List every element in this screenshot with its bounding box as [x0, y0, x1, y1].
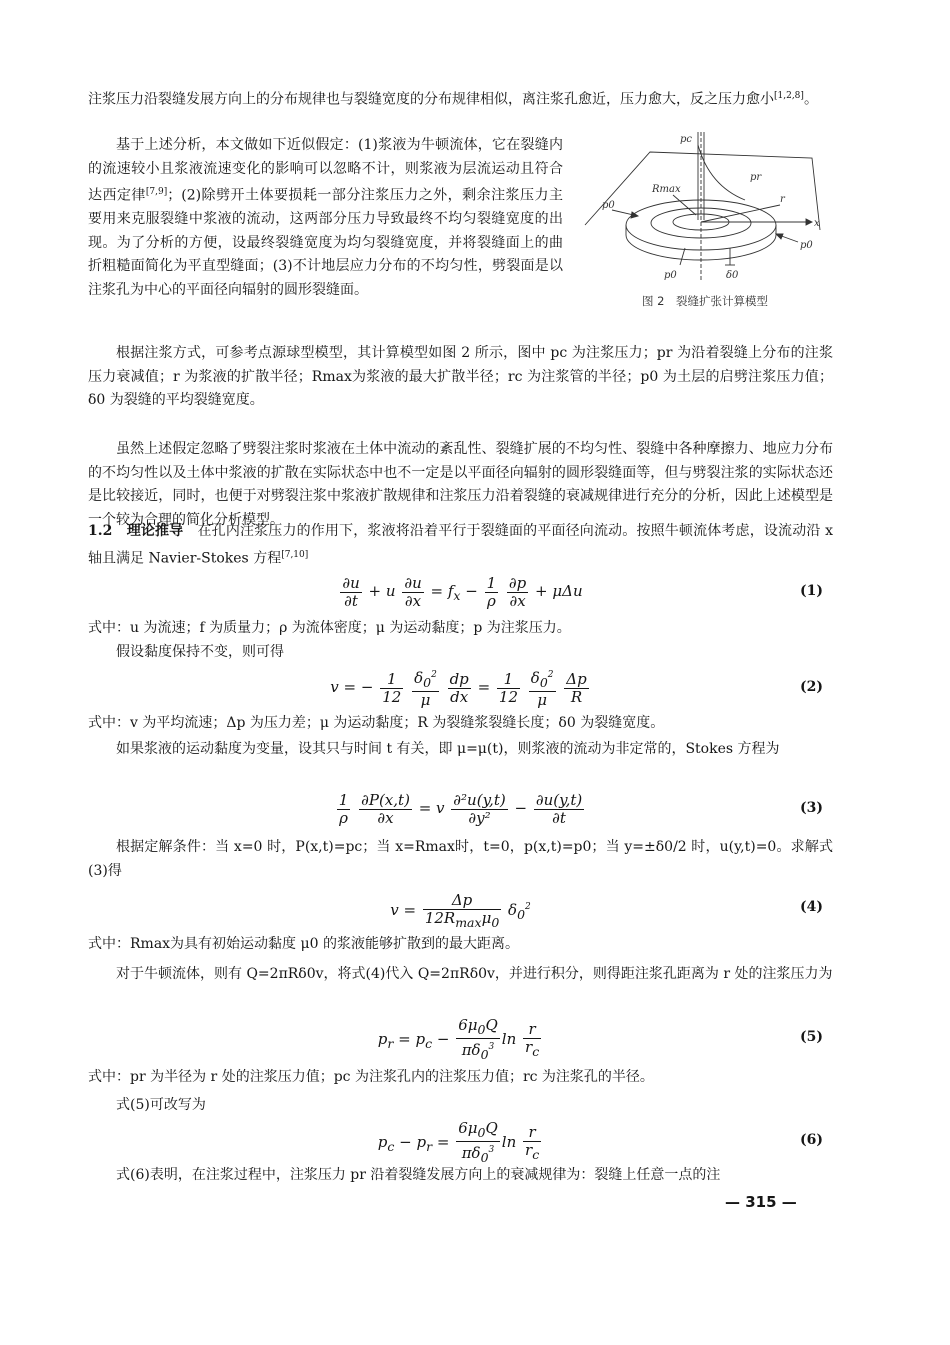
- equation-number: (1): [800, 583, 823, 599]
- citation: [7,10]: [281, 549, 309, 560]
- page-number: — 315 —: [725, 1193, 797, 1211]
- equation-number: (5): [800, 1029, 823, 1045]
- equation-5: $p_r = p_c$ − $\frac{6\mu_0Q}{\pi\delta_0^3}$ ln $\frac{r}{r_c}$ (5): [377, 1016, 823, 1062]
- paragraph-6: 式中：u 为流速；f 为质量力；ρ 为流体密度；μ 为运动黏度；p 为注浆压力。: [88, 620, 571, 636]
- paragraph-14: 式(5)可改写为: [116, 1097, 206, 1113]
- equation-4: v = $\frac{\Delta p}{12R_{max}\mu_0}$ $\delta_0^2$ (4): [88, 887, 833, 927]
- paragraph-1: [88, 85, 833, 112]
- section-title: 理论推导: [126, 523, 184, 539]
- figure-caption: 图 2 裂缝扩张计算模型: [642, 294, 768, 308]
- section-number: 1.2: [88, 523, 113, 539]
- figure-label: pc: [680, 134, 693, 145]
- paragraph-10: 根据定解条件：当 x=0 时，P(x,t)=pc；当 x=Rmax时，t=0，p(x,t)=p0；当 y=±δ0/2 时，u(y,t)=0。求解式(3)得: [88, 839, 833, 879]
- equation-6: $p_c - p_r$ = $\frac{6\mu_0Q}{\pi\delta_0^3}$ ln $\frac{r}{r_c}$ (6): [377, 1119, 823, 1165]
- paragraph-11: 式中：Rmax为具有初始运动黏度 μ0 的浆液能够扩散到的最大距离。: [88, 936, 519, 952]
- paragraph-8: 式中：v 为平均流速；Δp 为压力差；μ 为运动黏度；R 为裂缝浆裂缝长度；δ0 为裂缝宽度。: [88, 715, 665, 731]
- equation-2: v = − $\frac{1}{12}$ $\frac{\delta_0^2}{\mu}$ $\frac{dp}{dx}$ = $\frac{1}{12}$ $\frac{\delta_0^2}{\mu}$ $\frac{\Delta p}{R}$ (2): [330, 669, 823, 709]
- paragraph-text: 在孔内注浆压力的作用下，浆液将沿着平行于裂缝面的平面径向流动。按照牛顿流体考虑，设流动沿 x 轴且满足 Navier-Stokes 方程: [88, 523, 834, 567]
- paragraph-12: 对于牛顿流体，则有 Q=2πRδ0v，将式(4)代入 Q=2πRδ0v，并进行积分，则得距注浆孔距离为 r 处的注浆压力为: [116, 966, 833, 982]
- equation-1: $\frac{\partial u}{\partial t}$ + u $\frac{\partial u}{\partial x}$ = $f_x$ − $\frac{1}{\rho}$ $\frac{\partial p}{\partial x}$ + μΔu (1): [88, 571, 833, 611]
- paragraph-text: 基于上述分析，本文做如下近似假定：(1)浆液为牛顿流体，它在裂缝内的流速较小且浆液流速变化的影响可以忽略不计，则浆液为层流运动且符合达西定律: [88, 137, 563, 204]
- figure-label: pr: [750, 172, 762, 183]
- figure-label: p0: [602, 200, 615, 211]
- paragraph-4: 虽然上述假定忽略了劈裂注浆时浆液在土体中流动的紊乱性、裂缝扩展的不均匀性、裂缝中各种摩擦力、地应力分布的不均匀性以及土体中浆液的扩散在实际状态中也不一定是以平面径向辐射的圆形裂缝面等，但与劈裂注浆的实际状态还是比较接近，同时，也便于对劈裂注浆中浆液扩散规律和注浆压力沿着裂缝的衰减规律进行充分的分析，因此上述模型是一个较为合理的简化分析模型。: [88, 441, 833, 528]
- paragraph-7: 假设黏度保持不变，则可得: [116, 644, 284, 660]
- figure-label: r: [780, 194, 785, 205]
- paragraph-2: [88, 134, 563, 302]
- paragraph-text: 。: [803, 91, 818, 108]
- paragraph-13: 式中：pr 为半径为 r 处的注浆压力值；pc 为注浆孔内的注浆压力值；rc 为注浆孔的半径。: [88, 1069, 654, 1085]
- paragraph-text: ；(2)除劈开土体要损耗一部分注浆压力之外，剩余注浆压力主要用来克服裂缝中浆液的流动，这两部分压力导致最终不均匀裂缝宽度的出现。为了分析的方便，设最终裂缝宽度为均匀裂缝宽度，并将裂缝面上的曲折粗糙面简化为平直型缝面；(3)不计地层应力分布的不均匀性，劈裂面是以注浆孔为中心的平面径向辐射的圆形裂缝面。: [88, 187, 563, 298]
- figure-2-diagram: [580, 130, 825, 315]
- equation-number: (3): [800, 800, 823, 816]
- equation-number: (4): [800, 899, 823, 915]
- paragraph-5: [88, 520, 833, 571]
- paragraph-15: 式(6)表明，在注浆过程中，注浆压力 pr 沿着裂缝发展方向上的衰减规律为：裂缝上任意一点的注: [116, 1167, 721, 1183]
- equation-number: (2): [800, 679, 823, 695]
- figure-label: p0: [800, 240, 813, 251]
- equation-number: (6): [800, 1132, 823, 1148]
- figure-label: Rmax: [652, 184, 681, 195]
- citation: [1,2,8]: [774, 91, 804, 101]
- paragraph-9: 如果浆液的运动黏度为变量，设其只与时间 t 有关，即 μ=μ(t)，则浆液的流动为非定常的，Stokes 方程为: [116, 741, 780, 757]
- figure-label: x: [814, 218, 820, 229]
- paragraph-3: 根据注浆方式，可参考点源球型模型，其计算模型如图 2 所示，图中 pc 为注浆压力；pr 为沿着裂缝上分布的注浆压力衰减值；r 为浆液的扩散半径；Rmax为浆液的最大扩散半径；rc 为注浆管的半径；p0 为土层的启劈注浆压力值；δ0 为裂缝的平均裂缝宽度。: [88, 345, 833, 408]
- equation-3: $\frac{1}{\rho}$ $\frac{\partial P(x,t)}{\partial x}$ = v $\frac{\text{∂²u(y,t)}}{\text{∂y²}}$ − $\frac{\partial u(y,t)}{\partial t}$ (3): [88, 788, 833, 828]
- figure-label: δ0: [726, 270, 739, 281]
- figure-label: p0: [664, 270, 677, 281]
- paragraph-text: 注浆压力沿裂缝发展方向上的分布规律也与裂缝宽度的分布规律相似，离注浆孔愈近，压力愈大，反之压力愈小: [88, 91, 774, 108]
- citation: [7,9]: [145, 187, 168, 197]
